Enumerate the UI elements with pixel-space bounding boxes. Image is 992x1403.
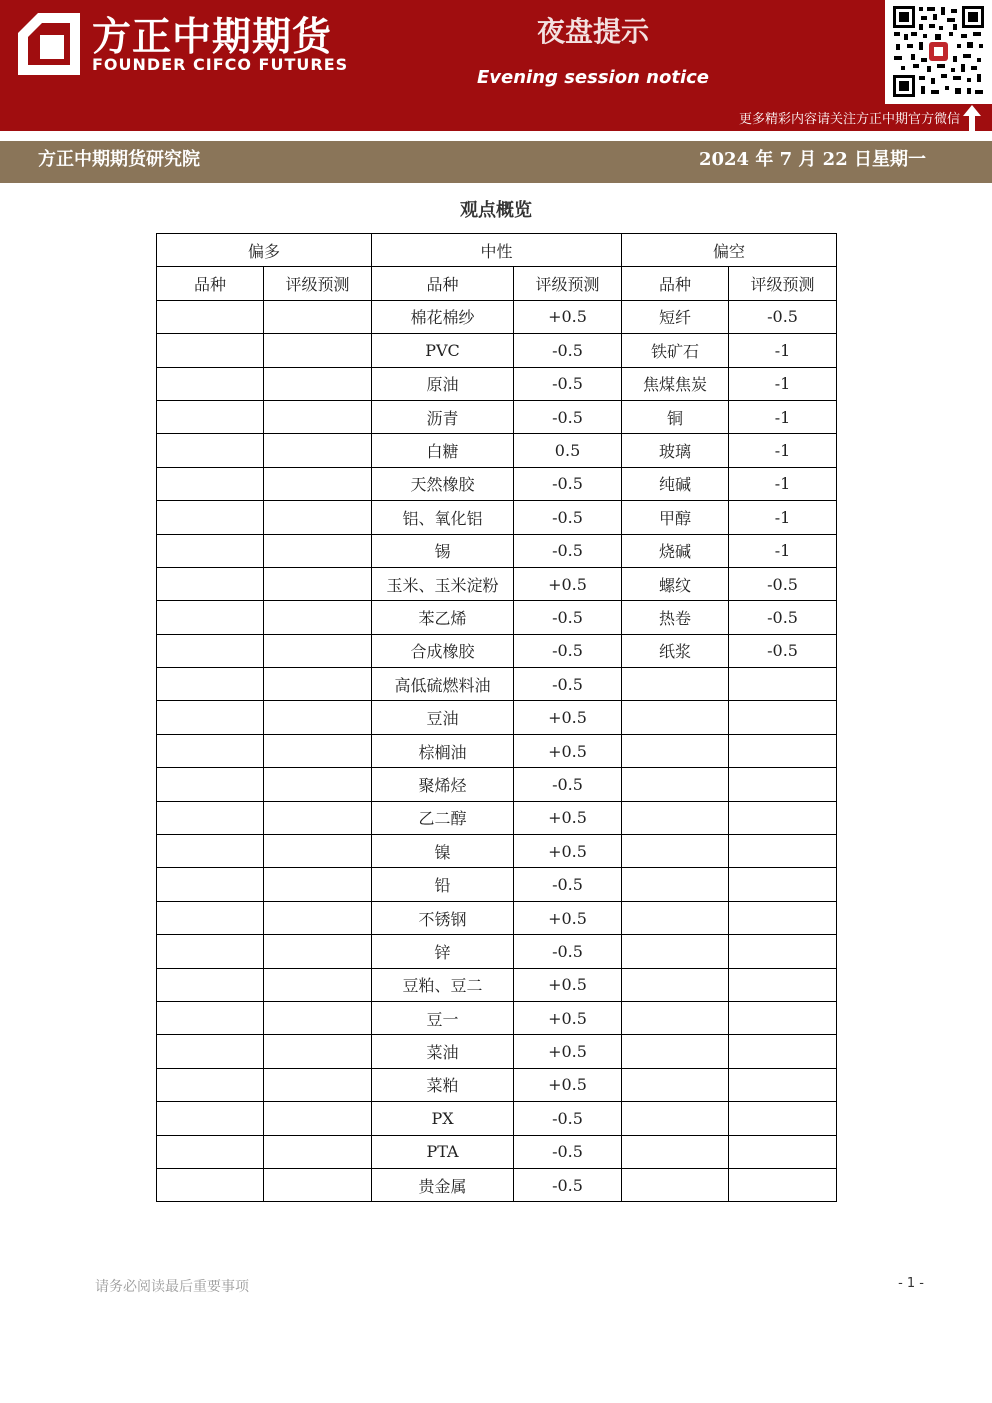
neutral-rating-cell: -0.5 bbox=[514, 467, 622, 500]
neutral-rating-cell: -0.5 bbox=[514, 367, 622, 400]
bearish-variety-cell: 铜 bbox=[622, 400, 729, 433]
neutral-rating-cell: +0.5 bbox=[514, 968, 622, 1001]
table-row bbox=[157, 400, 837, 433]
neutral-variety-cell: 锡 bbox=[372, 534, 514, 567]
table-row bbox=[157, 1102, 837, 1135]
bullish-rating-cell bbox=[264, 768, 372, 801]
table-row bbox=[157, 334, 837, 367]
up-arrow-icon bbox=[963, 105, 981, 131]
neutral-rating-cell: -0.5 bbox=[514, 534, 622, 567]
bearish-variety-cell bbox=[622, 668, 729, 701]
neutral-variety-cell: 铅 bbox=[372, 868, 514, 901]
follow-wechat-text: 更多精彩内容请关注方正中期官方微信 bbox=[738, 112, 960, 127]
page-number: - 1 - bbox=[898, 1276, 924, 1291]
neutral-rating-cell: +0.5 bbox=[514, 801, 622, 834]
neutral-variety-cell: 高低硫燃料油 bbox=[372, 668, 514, 701]
bullish-rating-cell bbox=[264, 835, 372, 868]
bearish-rating-cell bbox=[729, 668, 837, 701]
table-row bbox=[157, 367, 837, 400]
neutral-rating-cell: +0.5 bbox=[514, 701, 622, 734]
neutral-variety-cell: PVC bbox=[372, 334, 514, 367]
neutral-rating-cell: -0.5 bbox=[514, 501, 622, 534]
bearish-variety-cell bbox=[622, 968, 729, 1001]
bearish-rating-cell bbox=[729, 768, 837, 801]
table-row bbox=[157, 1001, 837, 1034]
bearish-rating-cell bbox=[729, 835, 837, 868]
table-row bbox=[157, 835, 837, 868]
bullish-variety-cell bbox=[157, 534, 264, 567]
bearish-variety-cell bbox=[622, 901, 729, 934]
bullish-variety-cell bbox=[157, 1035, 264, 1068]
neutral-rating-cell: -0.5 bbox=[514, 668, 622, 701]
bullish-rating-cell bbox=[264, 901, 372, 934]
bullish-variety-cell bbox=[157, 501, 264, 534]
bearish-rating-cell bbox=[729, 1001, 837, 1034]
bullish-variety-cell bbox=[157, 701, 264, 734]
bearish-header: 偏空 bbox=[622, 234, 837, 267]
bullish-rating-cell bbox=[264, 801, 372, 834]
bearish-rating-cell: -0.5 bbox=[729, 601, 837, 634]
bearish-rating-cell: -1 bbox=[729, 467, 837, 500]
bullish-variety-cell bbox=[157, 634, 264, 667]
bullish-variety-cell bbox=[157, 768, 264, 801]
bearish-variety-cell bbox=[622, 868, 729, 901]
report-title: 夜盘提示 bbox=[536, 15, 649, 48]
bullish-variety-cell bbox=[157, 968, 264, 1001]
bearish-variety-cell: 铁矿石 bbox=[622, 334, 729, 367]
bullish-rating-cell bbox=[264, 1068, 372, 1101]
neutral-header: 中性 bbox=[372, 234, 622, 267]
neutral-rating-cell: 0.5 bbox=[514, 434, 622, 467]
table-row bbox=[157, 634, 837, 667]
bullish-variety-cell bbox=[157, 1068, 264, 1101]
bearish-rating-cell bbox=[729, 1068, 837, 1101]
bearish-rating-header: 评级预测 bbox=[729, 267, 837, 300]
table-row bbox=[157, 734, 837, 767]
bullish-variety-cell bbox=[157, 868, 264, 901]
neutral-variety-cell: 镍 bbox=[372, 835, 514, 868]
bearish-rating-cell: -1 bbox=[729, 334, 837, 367]
bullish-rating-cell bbox=[264, 868, 372, 901]
bearish-variety-cell bbox=[622, 935, 729, 968]
neutral-rating-cell: +0.5 bbox=[514, 1068, 622, 1101]
neutral-rating-cell: -0.5 bbox=[514, 1168, 622, 1201]
bullish-variety-cell bbox=[157, 835, 264, 868]
neutral-rating-header: 评级预测 bbox=[514, 267, 622, 300]
bullish-rating-cell bbox=[264, 334, 372, 367]
neutral-rating-cell: -0.5 bbox=[514, 334, 622, 367]
bullish-rating-cell bbox=[264, 935, 372, 968]
neutral-rating-cell: +0.5 bbox=[514, 1035, 622, 1068]
bearish-variety-cell bbox=[622, 734, 729, 767]
bullish-rating-cell bbox=[264, 300, 372, 333]
neutral-rating-cell: -0.5 bbox=[514, 400, 622, 433]
table-row bbox=[157, 701, 837, 734]
column-header-row bbox=[157, 267, 837, 300]
bullish-variety-cell bbox=[157, 935, 264, 968]
bullish-rating-cell bbox=[264, 1135, 372, 1168]
bullish-variety-cell bbox=[157, 1168, 264, 1201]
bearish-variety-cell bbox=[622, 1135, 729, 1168]
table-row bbox=[157, 1135, 837, 1168]
neutral-rating-cell: -0.5 bbox=[514, 768, 622, 801]
outlook-table bbox=[156, 233, 837, 1202]
wechat-qr-code bbox=[885, 0, 992, 104]
group-header-row bbox=[157, 234, 837, 267]
bullish-rating-cell bbox=[264, 1035, 372, 1068]
bullish-variety-cell bbox=[157, 300, 264, 333]
bullish-rating-cell bbox=[264, 968, 372, 1001]
table-row bbox=[157, 467, 837, 500]
bearish-rating-cell: -1 bbox=[729, 400, 837, 433]
bearish-rating-cell bbox=[729, 868, 837, 901]
bearish-rating-cell: -0.5 bbox=[729, 300, 837, 333]
neutral-variety-cell: 棕榈油 bbox=[372, 734, 514, 767]
neutral-variety-header: 品种 bbox=[372, 267, 514, 300]
neutral-variety-cell: 菜油 bbox=[372, 1035, 514, 1068]
neutral-variety-cell: 聚烯烃 bbox=[372, 768, 514, 801]
section-title: 观点概览 bbox=[460, 200, 532, 221]
neutral-variety-cell: 乙二醇 bbox=[372, 801, 514, 834]
table-body bbox=[157, 300, 837, 1202]
bullish-rating-cell bbox=[264, 701, 372, 734]
neutral-variety-cell: 棉花棉纱 bbox=[372, 300, 514, 333]
bearish-variety-cell bbox=[622, 701, 729, 734]
neutral-variety-cell: 白糖 bbox=[372, 434, 514, 467]
institute-name: 方正中期期货研究院 bbox=[38, 149, 200, 170]
neutral-variety-cell: 锌 bbox=[372, 935, 514, 968]
neutral-rating-cell: +0.5 bbox=[514, 734, 622, 767]
bullish-variety-cell bbox=[157, 1102, 264, 1135]
logo-chinese-text: 方正中期期货 bbox=[92, 15, 333, 60]
bearish-rating-cell bbox=[729, 968, 837, 1001]
bearish-variety-cell bbox=[622, 768, 729, 801]
bullish-rating-cell bbox=[264, 501, 372, 534]
neutral-variety-cell: 豆一 bbox=[372, 1001, 514, 1034]
neutral-variety-cell: 菜粕 bbox=[372, 1068, 514, 1101]
bullish-rating-cell bbox=[264, 634, 372, 667]
table-row bbox=[157, 534, 837, 567]
bearish-rating-cell bbox=[729, 1168, 837, 1201]
bearish-variety-cell: 螺纹 bbox=[622, 567, 729, 600]
neutral-rating-cell: -0.5 bbox=[514, 868, 622, 901]
bearish-variety-cell: 甲醇 bbox=[622, 501, 729, 534]
neutral-rating-cell: -0.5 bbox=[514, 634, 622, 667]
bullish-variety-cell bbox=[157, 567, 264, 600]
bearish-rating-cell bbox=[729, 734, 837, 767]
neutral-variety-cell: 豆油 bbox=[372, 701, 514, 734]
bearish-variety-cell bbox=[622, 801, 729, 834]
table-row bbox=[157, 968, 837, 1001]
neutral-rating-cell: +0.5 bbox=[514, 1001, 622, 1034]
bearish-rating-cell bbox=[729, 901, 837, 934]
logo-english-text: FOUNDER CIFCO FUTURES bbox=[92, 55, 349, 74]
bullish-header: 偏多 bbox=[157, 234, 372, 267]
neutral-rating-cell: -0.5 bbox=[514, 935, 622, 968]
bullish-rating-cell bbox=[264, 434, 372, 467]
bearish-rating-cell bbox=[729, 801, 837, 834]
qr-code-icon bbox=[891, 4, 986, 99]
bullish-variety-cell bbox=[157, 901, 264, 934]
bullish-rating-cell bbox=[264, 367, 372, 400]
bearish-variety-cell: 纯碱 bbox=[622, 467, 729, 500]
table-row bbox=[157, 935, 837, 968]
bullish-rating-cell bbox=[264, 534, 372, 567]
bearish-rating-cell: -0.5 bbox=[729, 567, 837, 600]
bullish-rating-cell bbox=[264, 1102, 372, 1135]
bearish-variety-cell: 烧碱 bbox=[622, 534, 729, 567]
report-date: 2024 年 7 月 22 日星期一 bbox=[698, 149, 926, 170]
bearish-variety-cell bbox=[622, 1068, 729, 1101]
bearish-rating-cell bbox=[729, 1035, 837, 1068]
neutral-variety-cell: 贵金属 bbox=[372, 1168, 514, 1201]
table-row bbox=[157, 1068, 837, 1101]
bullish-rating-cell bbox=[264, 668, 372, 701]
table-row bbox=[157, 601, 837, 634]
bullish-variety-cell bbox=[157, 367, 264, 400]
bullish-variety-cell bbox=[157, 334, 264, 367]
neutral-variety-cell: 不锈钢 bbox=[372, 901, 514, 934]
neutral-rating-cell: -0.5 bbox=[514, 1135, 622, 1168]
bearish-variety-cell: 纸浆 bbox=[622, 634, 729, 667]
bullish-variety-cell bbox=[157, 1135, 264, 1168]
neutral-rating-cell: -0.5 bbox=[514, 1102, 622, 1135]
bearish-rating-cell bbox=[729, 1102, 837, 1135]
table-row bbox=[157, 901, 837, 934]
table-row bbox=[157, 668, 837, 701]
bullish-rating-cell bbox=[264, 734, 372, 767]
bearish-rating-cell: -1 bbox=[729, 501, 837, 534]
table-row bbox=[157, 768, 837, 801]
bearish-variety-cell: 玻璃 bbox=[622, 434, 729, 467]
table-row bbox=[157, 1168, 837, 1201]
bullish-variety-cell bbox=[157, 434, 264, 467]
bearish-variety-cell bbox=[622, 1168, 729, 1201]
table-row bbox=[157, 868, 837, 901]
bullish-rating-cell bbox=[264, 601, 372, 634]
bullish-rating-header: 评级预测 bbox=[264, 267, 372, 300]
neutral-rating-cell: +0.5 bbox=[514, 835, 622, 868]
bullish-rating-cell bbox=[264, 567, 372, 600]
bearish-variety-cell bbox=[622, 1102, 729, 1135]
bullish-variety-cell bbox=[157, 734, 264, 767]
table-row bbox=[157, 567, 837, 600]
neutral-rating-cell: +0.5 bbox=[514, 901, 622, 934]
neutral-variety-cell: 苯乙烯 bbox=[372, 601, 514, 634]
bullish-variety-cell bbox=[157, 668, 264, 701]
bullish-variety-header: 品种 bbox=[157, 267, 264, 300]
bearish-variety-cell bbox=[622, 835, 729, 868]
bearish-variety-cell: 焦煤焦炭 bbox=[622, 367, 729, 400]
neutral-variety-cell: 原油 bbox=[372, 367, 514, 400]
neutral-variety-cell: 铝、氧化铝 bbox=[372, 501, 514, 534]
bearish-rating-cell bbox=[729, 935, 837, 968]
bearish-rating-cell: -1 bbox=[729, 434, 837, 467]
bullish-rating-cell bbox=[264, 467, 372, 500]
bearish-rating-cell: -1 bbox=[729, 367, 837, 400]
bearish-variety-cell: 热卷 bbox=[622, 601, 729, 634]
table-row bbox=[157, 300, 837, 333]
bearish-rating-cell bbox=[729, 701, 837, 734]
company-logo-icon bbox=[18, 13, 80, 75]
bullish-rating-cell bbox=[264, 400, 372, 433]
bearish-variety-cell bbox=[622, 1001, 729, 1034]
bullish-variety-cell bbox=[157, 1001, 264, 1034]
neutral-rating-cell: +0.5 bbox=[514, 300, 622, 333]
bullish-rating-cell bbox=[264, 1001, 372, 1034]
neutral-variety-cell: 合成橡胶 bbox=[372, 634, 514, 667]
bearish-variety-cell bbox=[622, 1035, 729, 1068]
neutral-variety-cell: 玉米、玉米淀粉 bbox=[372, 567, 514, 600]
neutral-rating-cell: -0.5 bbox=[514, 601, 622, 634]
bullish-variety-cell bbox=[157, 801, 264, 834]
table-row bbox=[157, 1035, 837, 1068]
neutral-variety-cell: 天然橡胶 bbox=[372, 467, 514, 500]
bearish-rating-cell: -1 bbox=[729, 534, 837, 567]
report-subtitle: Evening session notice bbox=[477, 67, 709, 88]
bullish-rating-cell bbox=[264, 1168, 372, 1201]
table-row bbox=[157, 434, 837, 467]
bullish-variety-cell bbox=[157, 601, 264, 634]
neutral-variety-cell: PX bbox=[372, 1102, 514, 1135]
table-row bbox=[157, 501, 837, 534]
bearish-rating-cell bbox=[729, 1135, 837, 1168]
bullish-variety-cell bbox=[157, 400, 264, 433]
table-row bbox=[157, 801, 837, 834]
neutral-variety-cell: 沥青 bbox=[372, 400, 514, 433]
bearish-rating-cell: -0.5 bbox=[729, 634, 837, 667]
bullish-variety-cell bbox=[157, 467, 264, 500]
neutral-rating-cell: +0.5 bbox=[514, 567, 622, 600]
bearish-variety-header: 品种 bbox=[622, 267, 729, 300]
bearish-variety-cell: 短纤 bbox=[622, 300, 729, 333]
neutral-variety-cell: PTA bbox=[372, 1135, 514, 1168]
neutral-variety-cell: 豆粕、豆二 bbox=[372, 968, 514, 1001]
disclaimer-note: 请务必阅读最后重要事项 bbox=[95, 1279, 249, 1295]
